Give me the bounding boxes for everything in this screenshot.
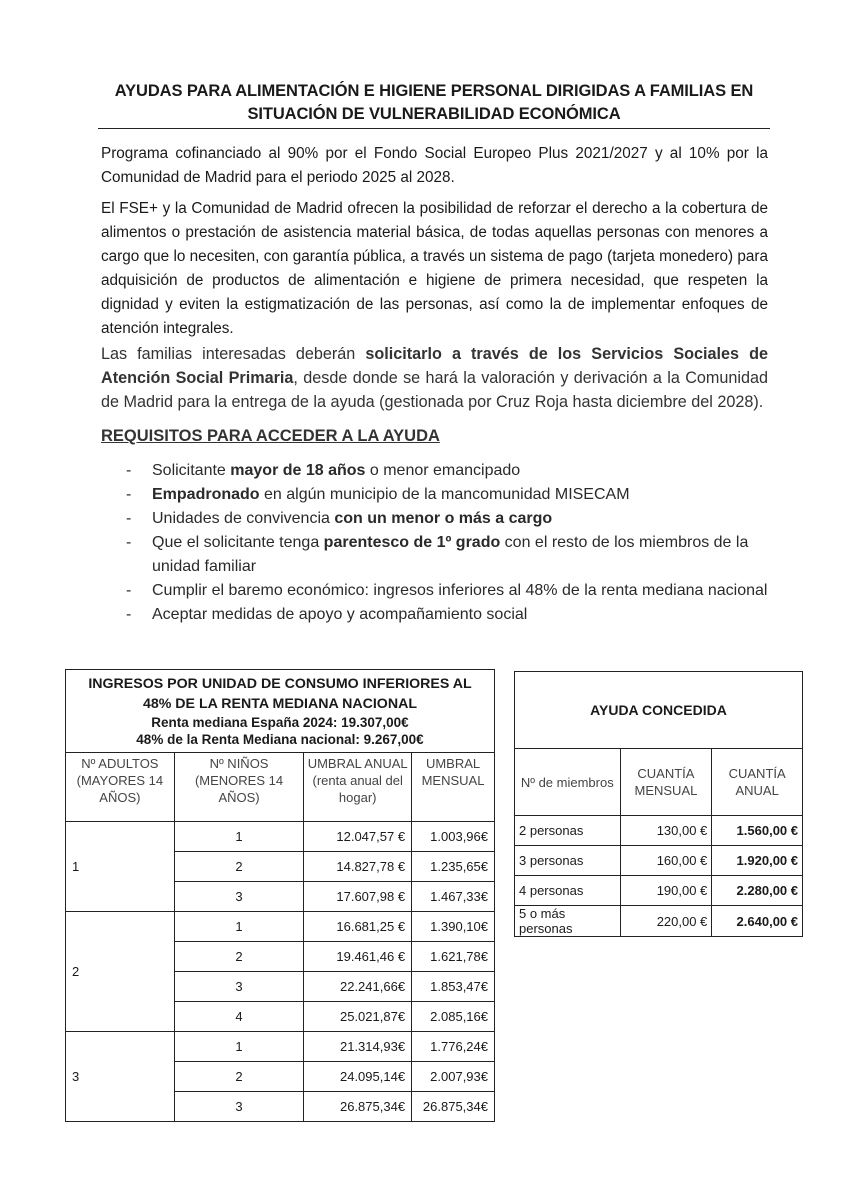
funding-paragraph: Programa cofinanciado al 90% por el Fondo Social Europeo Plus 2021/2027 y al 10% por la Comunidad de Madrid para el periodo 2025 al 2028. <box>101 145 768 186</box>
requirement-item: - Unidades de convivencia con un menor o más a cargo <box>126 510 553 527</box>
table-row: 2 24.095,14€ 2.007,93€ <box>66 1062 495 1092</box>
column-header-members: Nº de miembros <box>515 749 621 816</box>
table-row: 2 19.461,46 € 1.621,78€ <box>66 942 495 972</box>
requirements-list <box>126 459 768 627</box>
table-row: 3 personas 160,00 € 1.920,00 € <box>515 846 803 876</box>
table-row: 1 1 12.047,57 € 1.003,96€ <box>66 822 495 852</box>
requirements-heading: REQUISITOS PARA ACCEDER A LA AYUDA <box>101 427 440 445</box>
aid-table-header: AYUDA CONCEDIDA <box>515 672 803 749</box>
requirement-item: - Cumplir el baremo económico: ingresos inferiores al 48% de la renta mediana nacional <box>126 582 768 599</box>
table-row: 4 25.021,87€ 2.085,16€ <box>66 1002 495 1032</box>
requirement-item: - Solicitante mayor de 18 años o menor emancipado <box>126 462 521 479</box>
table-row: 4 personas 190,00 € 2.280,00 € <box>515 876 803 906</box>
income-table-header: INGRESOS POR UNIDAD DE CONSUMO INFERIORES AL 48% DE LA RENTA MEDIANA NACIONAL Renta mediana España 2024: 19.307,00€ 48% de la Renta Mediana nacional: 9.267,00€ <box>66 670 495 753</box>
requirement-item: - Que el solicitante tenga parentesco de 1º grado con el resto de los miembros de la unidad familiar <box>126 534 749 575</box>
table-row: 2 1 16.681,25 € 1.390,10€ <box>66 912 495 942</box>
income-threshold-table <box>65 669 495 1122</box>
column-header-monthly-amount: CUANTÍA MENSUAL <box>620 749 712 816</box>
table-row: 2 personas 130,00 € 1.560,00 € <box>515 816 803 846</box>
column-header-annual-amount: CUANTÍA ANUAL <box>712 749 803 816</box>
requirement-item: - Aceptar medidas de apoyo y acompañamiento social <box>126 606 528 623</box>
application-text-pre: Las familias interesadas deberán <box>101 345 366 363</box>
program-description-paragraph: El FSE+ y la Comunidad de Madrid ofrecen la posibilidad de reforzar el derecho a la cobertura de alimentos o prestación de asistencia material básica, de todas aquellas personas con menores a cargo que lo necesiten, con garantía pública, a través un sistema de pago (tarjeta monedero) para adquisición de productos de alimentación e higiene de primera necesidad, que respeten la dignidad y eviten la estigmatización de las personas, así como la de implementar enfoques de atención integrales. <box>101 200 768 337</box>
requirement-item: - Empadronado en algún municipio de la mancomunidad MISECAM <box>126 486 630 503</box>
application-paragraph <box>101 342 768 414</box>
document-title <box>98 80 770 126</box>
application-text-post: , desde donde se hará la valoración y derivación a la Comunidad de Madrid para la entrega de la ayuda (gestionada por Cruz Roja hasta diciembre del 2028). <box>101 369 769 411</box>
table-row: 3 17.607,98 € 1.467,33€ <box>66 882 495 912</box>
adults-count-cell: 1 <box>66 822 175 912</box>
table-row: 5 o más personas 220,00 € 2.640,00 € <box>515 906 803 937</box>
column-header-annual-threshold: UMBRAL ANUAL (renta anual del hogar) <box>304 753 412 822</box>
document-title-line-1: AYUDAS PARA ALIMENTACIÓN E HIGIENE PERSONAL DIRIGIDAS A FAMILIAS EN <box>114 82 754 100</box>
title-divider <box>98 128 770 129</box>
table-row: 3 26.875,34€ 26.875,34€ <box>66 1092 495 1122</box>
document-title-line-2: SITUACIÓN DE VULNERABILIDAD ECONÓMICA <box>247 105 621 123</box>
adults-count-cell: 3 <box>66 1032 175 1122</box>
table-row: 3 1 21.314,93€ 1.776,24€ <box>66 1032 495 1062</box>
adults-count-cell: 2 <box>66 912 175 1032</box>
table-row: 2 14.827,78 € 1.235,65€ <box>66 852 495 882</box>
application-text-bold: solicitarlo a través de los Servicios Sociales de Atención Social Primaria <box>101 345 769 387</box>
column-header-adults: Nº ADULTOS (MAYORES 14 AÑOS) <box>66 753 175 822</box>
aid-amount-table <box>514 671 803 937</box>
column-header-monthly-threshold: UMBRAL MENSUAL <box>412 753 495 822</box>
table-row: 3 22.241,66€ 1.853,47€ <box>66 972 495 1002</box>
column-header-children: Nº NIÑOS (MENORES 14 AÑOS) <box>174 753 304 822</box>
